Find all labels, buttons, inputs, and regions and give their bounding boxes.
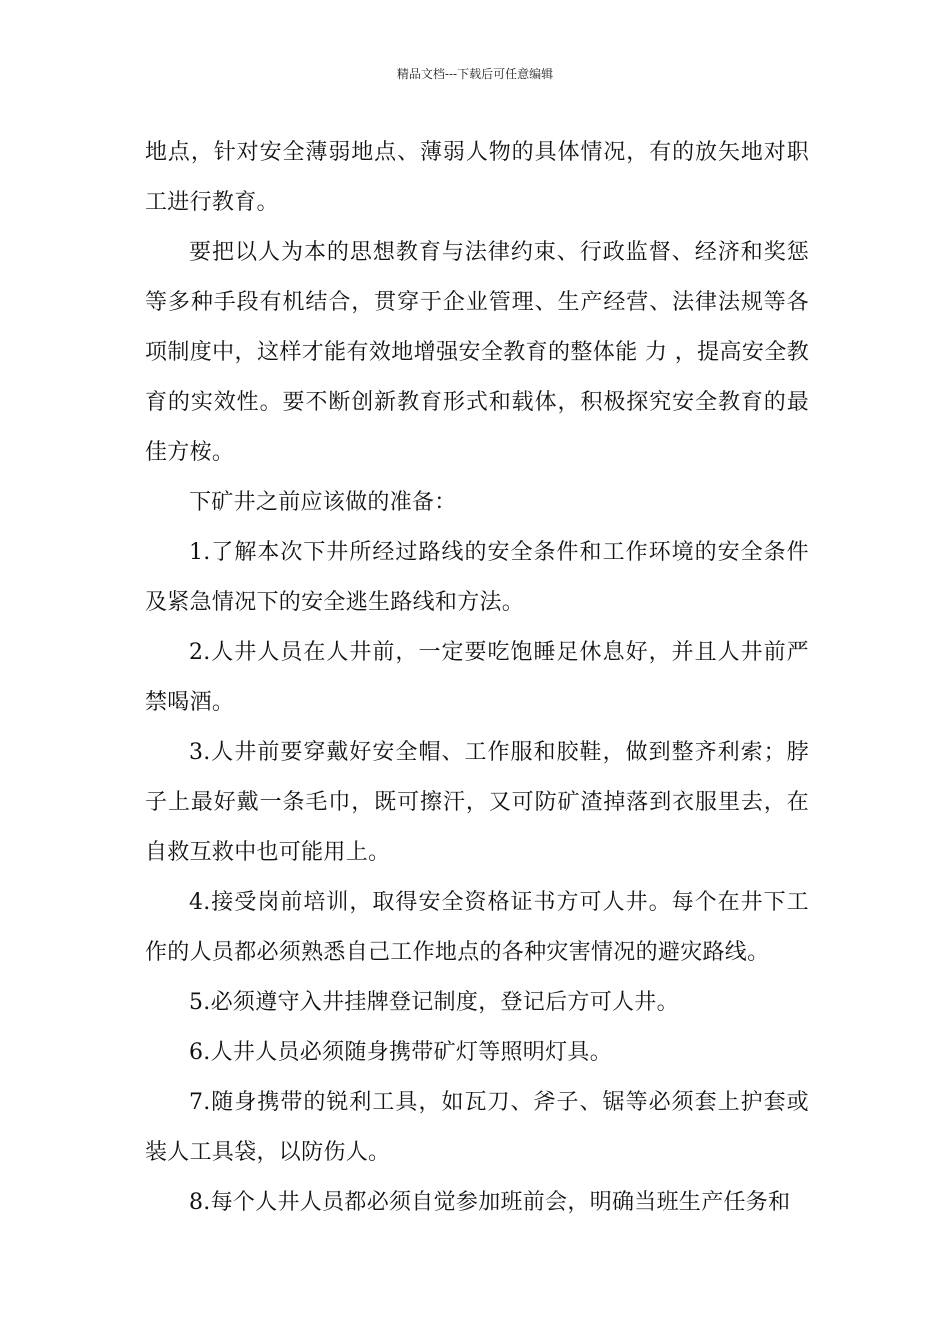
list-item: 4.接受岗前培训，取得安全资格证书方可人井。每个在井下工作的人员都必须熟悉自己工作地点的各种灾害情况的避灾路线。 <box>145 890 809 965</box>
document-body <box>145 128 809 1228</box>
list-item: 1.了解本次下井所经过路线的安全条件和工作环境的安全条件及紧急情况下的安全逃生路线和方法。 <box>145 540 809 615</box>
paragraph: 地点，针对安全薄弱地点、薄弱人物的具体情况，有的放矢地对职工进行教育。 <box>145 140 809 215</box>
list-item: 6.人井人员必须随身携带矿灯等照明灯具。 <box>189 1040 612 1065</box>
paragraph: 下矿井之前应该做的准备： <box>189 490 457 515</box>
list-item: 2.人井人员在人井前，一定要吃饱睡足休息好，并且人井前严禁喝酒。 <box>145 640 809 715</box>
page-header: 精品文档---下载后可任意编辑 <box>396 67 554 81</box>
paragraph: 要把以人为本的思想教育与法律约束、行政监督、经济和奖惩等多种手段有机结合，贯穿于企业管理、生产经营、法律法规等各项制度中，这样才能有效地增强安全教育的整体能 力 ，提高安全教育的实效性。要不断创新教育形式和载体，积极探究安全教育的最佳方桉。 <box>145 240 809 465</box>
list-item: 5.必须遵守入井挂牌登记制度，登记后方可人井。 <box>189 990 679 1015</box>
list-item: 3.人井前要穿戴好安全帽、工作服和胶鞋，做到整齐利索；脖子上最好戴一条毛巾，既可擦汗，又可防矿渣掉落到衣服里去，在自救互救中也可能用上。 <box>145 740 809 865</box>
list-item: 8.每个人井人员都必须自觉参加班前会，明确当班生产任务和 <box>189 1190 791 1215</box>
list-item: 7.随身携带的锐利工具，如瓦刀、斧子、锯等必须套上护套或装人工具袋，以防伤人。 <box>145 1090 809 1165</box>
